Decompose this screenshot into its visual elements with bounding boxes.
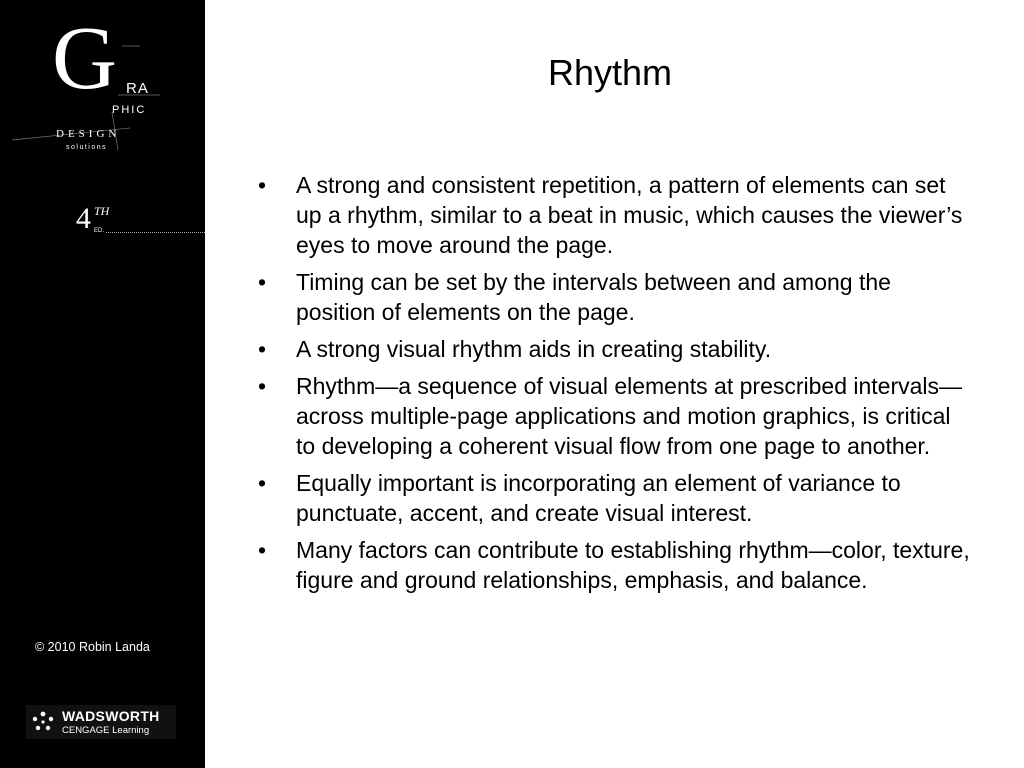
publisher-star-icon xyxy=(30,710,56,734)
edition-number: 4 xyxy=(76,202,91,235)
publisher-name: WADSWORTH xyxy=(62,708,160,724)
bullet-item xyxy=(258,267,970,327)
bullet-item xyxy=(258,371,970,461)
bullet-icon: • xyxy=(258,172,267,198)
publisher-logo xyxy=(26,705,176,739)
sidebar xyxy=(0,0,205,768)
bullet-icon: • xyxy=(258,470,267,496)
bullet-list xyxy=(258,170,970,602)
book-logo xyxy=(0,0,205,170)
slide-title: Rhythm xyxy=(547,52,673,93)
bullet-icon: • xyxy=(258,336,267,362)
logo-letters-phic: PHIC xyxy=(112,104,147,116)
bullet-item xyxy=(258,535,970,595)
bullet-icon: • xyxy=(258,537,267,563)
logo-letters-ra: RA xyxy=(126,80,149,97)
bullet-text: Rhythm—a sequence of visual elements at prescribed intervals—across multiple-page applications and motion graphics, is critical to developing a coherent visual flow from one page to another. xyxy=(296,373,963,459)
logo-letter-g: G xyxy=(52,9,117,108)
bullet-text: Equally important is incorporating an element of variance to punctuate, accent, and create visual interest. xyxy=(296,470,901,526)
bullet-item xyxy=(258,334,970,364)
edition-suffix: TH xyxy=(94,204,110,218)
bullet-text: Timing can be set by the intervals between and among the position of elements on the page. xyxy=(296,269,891,325)
edition-dotted-rule xyxy=(106,232,205,233)
edition-label: ED. xyxy=(94,228,105,234)
bullet-text: A strong and consistent repetition, a pattern of elements can set up a rhythm, similar to a beat in music, which causes the viewer’s eyes to move around the page. xyxy=(296,172,963,258)
bullet-icon: • xyxy=(258,373,267,399)
bullet-text: Many factors can contribute to establishing rhythm—color, texture, figure and ground relationships, emphasis, and balance. xyxy=(296,537,970,593)
bullet-icon: • xyxy=(258,269,267,295)
publisher-subtitle: CENGAGE Learning xyxy=(62,725,150,736)
logo-word-design: DESIGN xyxy=(56,128,121,140)
edition-mark xyxy=(76,200,205,240)
logo-word-solutions: solutions xyxy=(66,144,108,151)
bullet-item xyxy=(258,468,970,528)
bullet-text: A strong visual rhythm aids in creating stability. xyxy=(296,336,772,362)
bullet-item xyxy=(258,170,970,260)
copyright-notice: © 2010 Robin Landa xyxy=(35,640,150,654)
